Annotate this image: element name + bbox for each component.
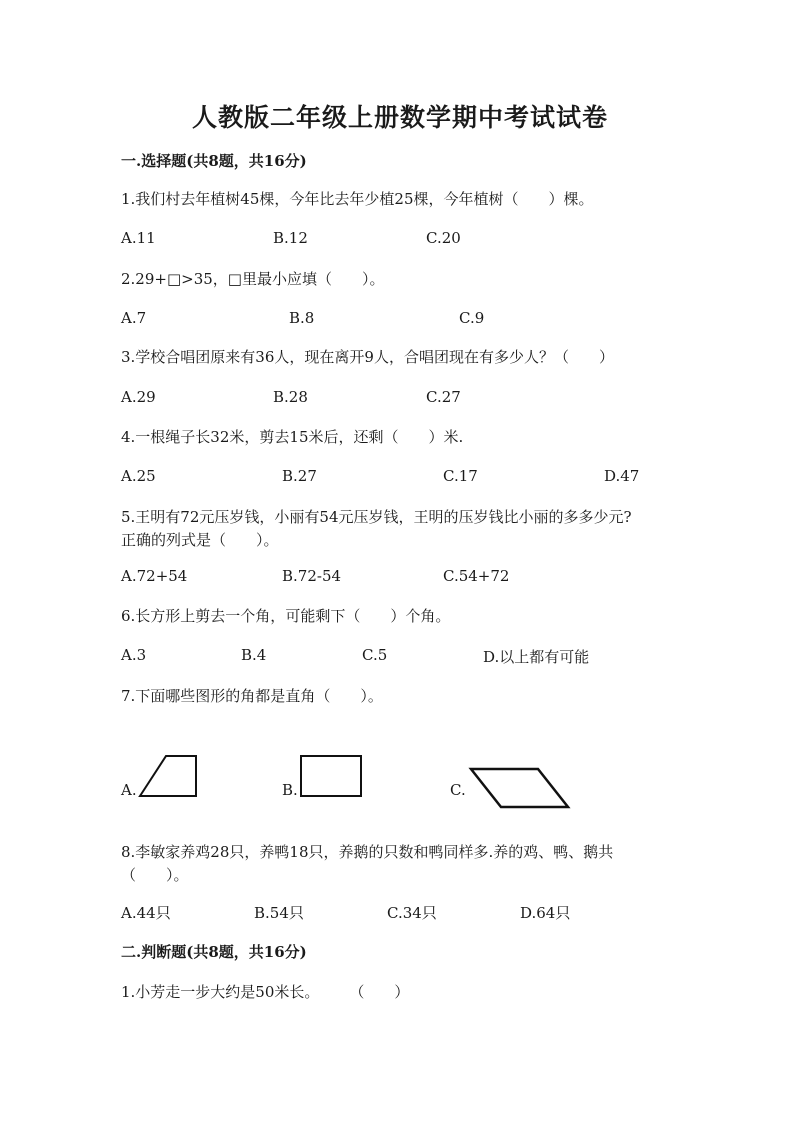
section-heading-judge: 二.判断题(共8题，共16分) [121, 943, 307, 961]
q5-option-c[interactable]: C.54+72 [443, 567, 510, 585]
q7-shape-b-rectangle[interactable] [298, 754, 364, 798]
q3-option-c[interactable]: C.27 [426, 388, 461, 406]
question-1: 1.我们村去年植树45棵，今年比去年少植25棵，今年植树（ ）棵。 [121, 190, 594, 208]
question-7: 7.下面哪些图形的角都是直角（ ）。 [121, 687, 383, 705]
page-title: 人教版二年级上册数学期中考试试卷 [191, 103, 608, 132]
q3-option-b[interactable]: B.28 [273, 388, 308, 406]
question-5-line1: 5.王明有72元压岁钱，小丽有54元压岁钱，王明的压岁钱比小丽的多多少元? [121, 508, 632, 526]
question-8-line2: （ ）。 [121, 866, 189, 884]
q4-option-c[interactable]: C.17 [443, 467, 478, 485]
q6-option-a[interactable]: A.3 [121, 646, 147, 664]
q4-option-a[interactable]: A.25 [121, 467, 156, 485]
q7-option-b-label[interactable]: B. [282, 781, 298, 799]
q6-option-d[interactable]: D.以上都有可能 [483, 648, 590, 666]
q8-option-b[interactable]: B.54只 [254, 904, 304, 922]
q6-option-c[interactable]: C.5 [362, 646, 388, 664]
q2-option-c[interactable]: C.9 [459, 309, 485, 327]
q2-option-a[interactable]: A.7 [121, 309, 147, 327]
question-3: 3.学校合唱团原来有36人，现在离开9人，合唱团现在有多少人？（ ） [121, 348, 614, 366]
question-4: 4.一根绳子长32米，剪去15米后，还剩（ ）米. [121, 428, 464, 446]
q5-option-b[interactable]: B.72-54 [282, 567, 342, 585]
question-2: 2.29+□>35，□里最小应填（ ）。 [121, 270, 385, 288]
q3-option-a[interactable]: A.29 [121, 388, 156, 406]
q8-option-c[interactable]: C.34只 [387, 904, 437, 922]
question-8-line1: 8.李敏家养鸡28只，养鸭18只，养鹅的只数和鸭同样多.养的鸡、鸭、鹅共 [121, 843, 614, 861]
q5-option-a[interactable]: A.72+54 [121, 567, 188, 585]
section-heading-choice: 一.选择题(共8题，共16分) [121, 152, 307, 170]
q8-option-a[interactable]: A.44只 [121, 904, 171, 922]
q6-option-b[interactable]: B.4 [241, 646, 267, 664]
question-6: 6.长方形上剪去一个角，可能剩下（ ）个角。 [121, 607, 451, 625]
q7-shape-c-parallelogram[interactable] [468, 765, 572, 811]
q1-option-c[interactable]: C.20 [426, 229, 461, 247]
q7-option-a-label[interactable]: A. [121, 781, 137, 799]
q8-option-d[interactable]: D.64只 [520, 904, 571, 922]
q7-shape-a-trapezoid[interactable] [138, 753, 200, 799]
q7-option-c-label[interactable]: C. [450, 781, 466, 799]
q4-option-b[interactable]: B.27 [282, 467, 317, 485]
q1-option-b[interactable]: B.12 [273, 229, 308, 247]
question-5-line2: 正确的列式是（ ）。 [121, 531, 279, 549]
judge-question-1: 1.小芳走一步大约是50米长。 （ ） [121, 983, 410, 1001]
q1-option-a[interactable]: A.11 [121, 229, 156, 247]
q4-option-d[interactable]: D.47 [604, 467, 640, 485]
q2-option-b[interactable]: B.8 [289, 309, 315, 327]
